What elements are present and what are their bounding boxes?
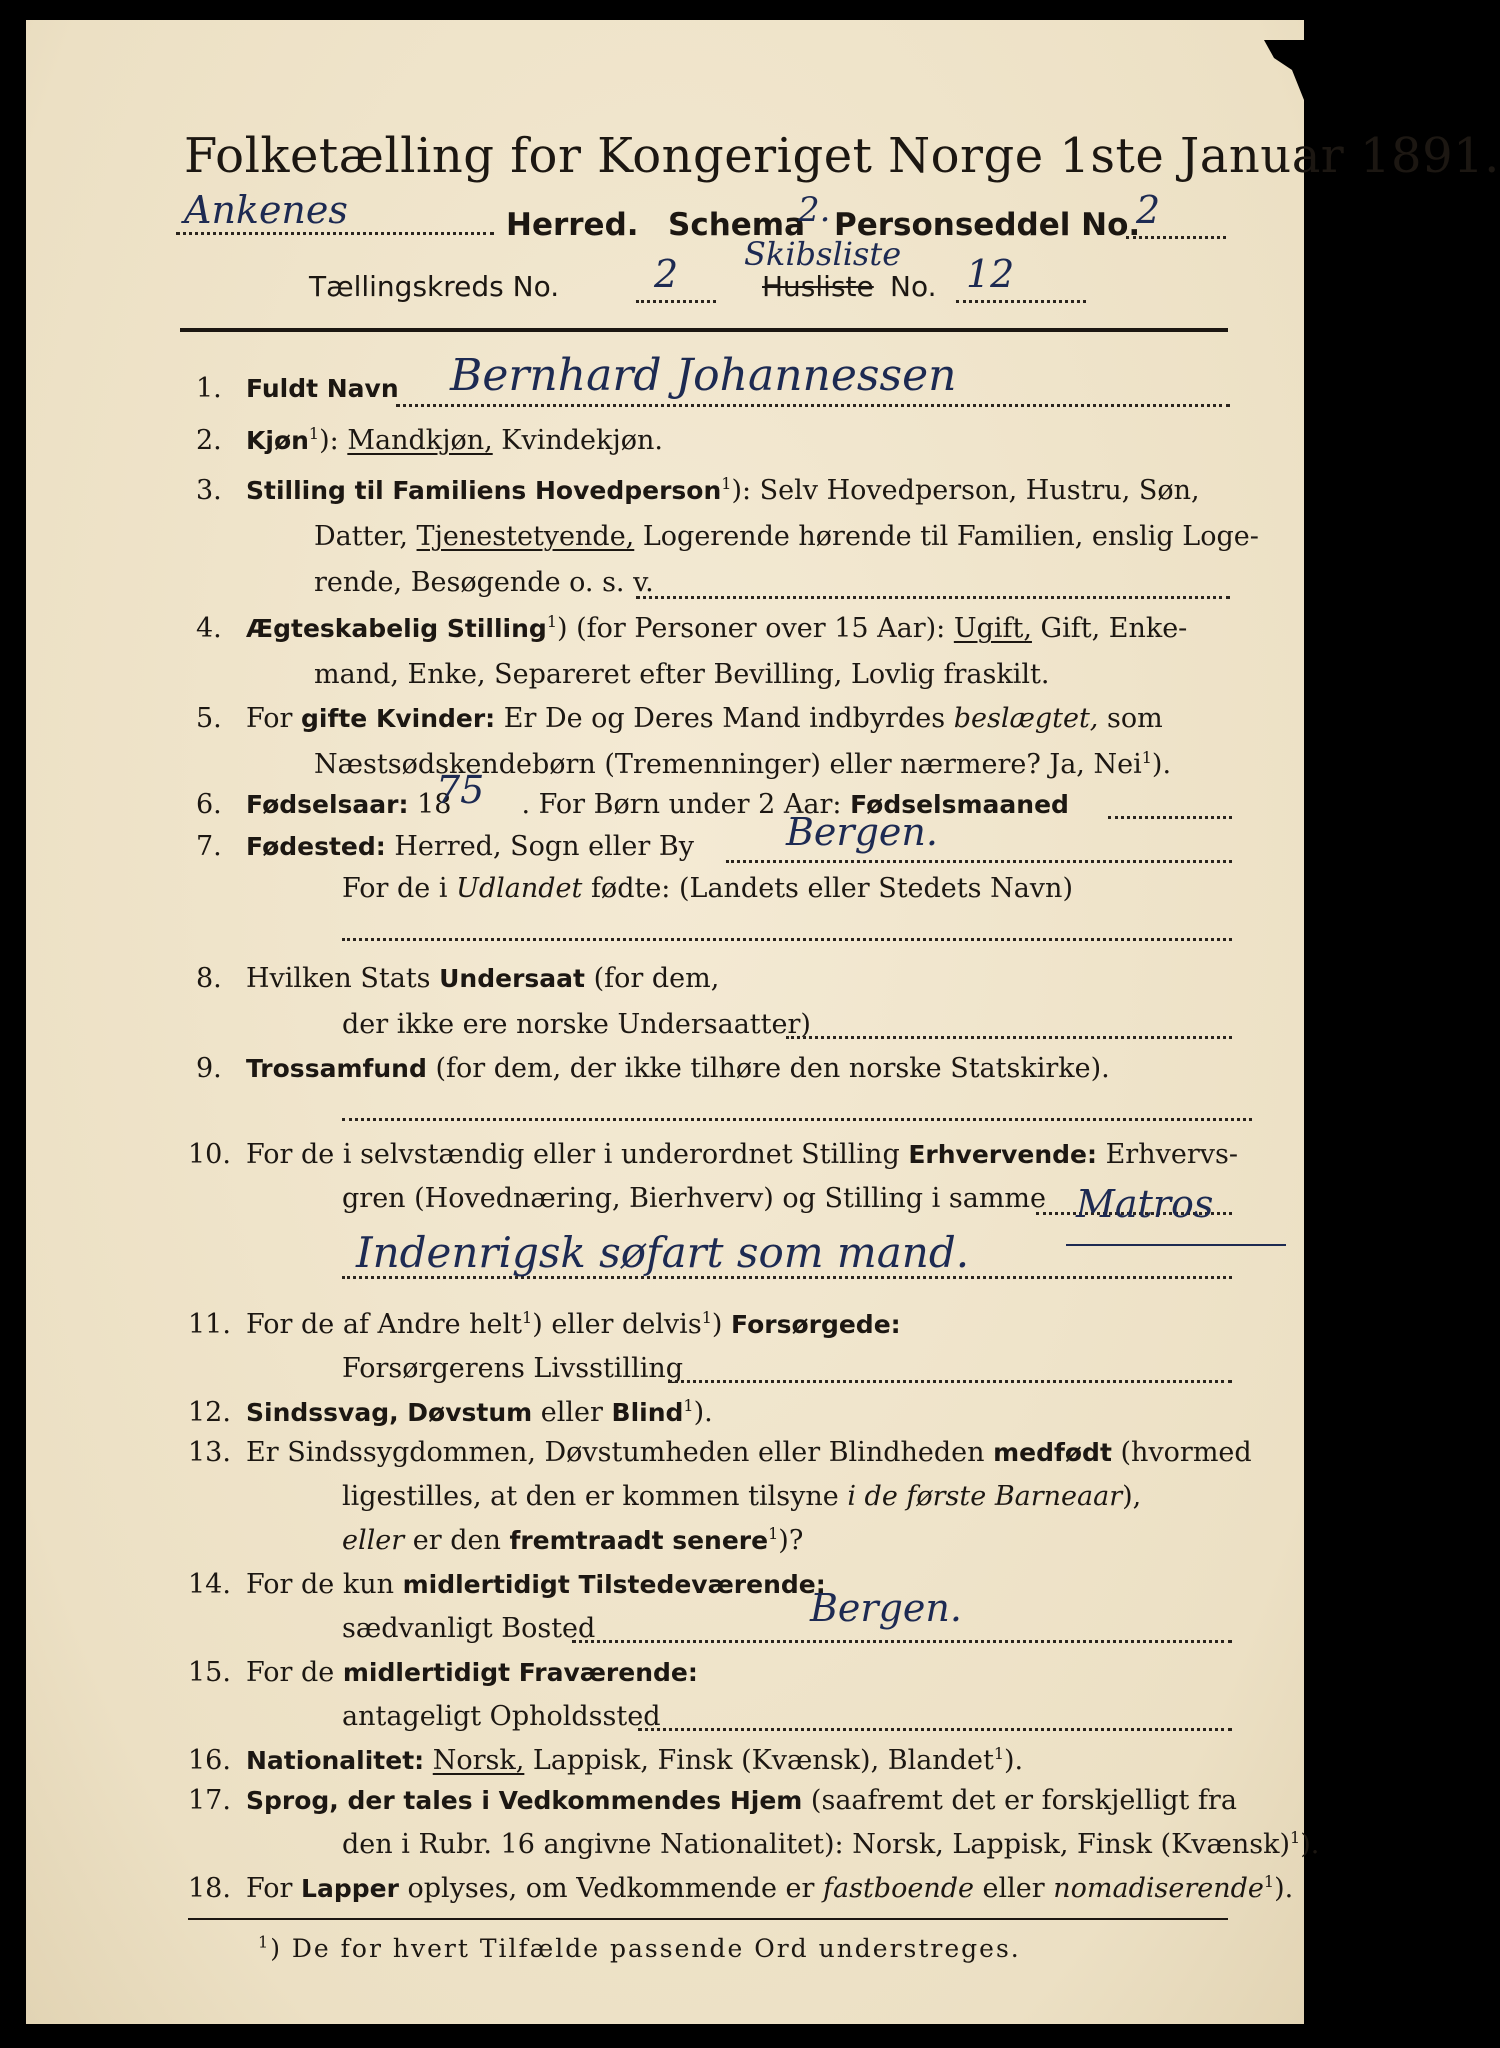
item-12-bold2: Blind: [611, 1398, 684, 1427]
item-6-text-a: 18: [408, 789, 452, 820]
husliste-handwriting: 12: [966, 252, 1015, 296]
item-7-line2-italic: Udlandet: [456, 873, 583, 904]
torn-corner: [1264, 40, 1304, 100]
item-10-text-b: Erhvervs-: [1097, 1139, 1238, 1170]
item-15-text-a: For de: [246, 1657, 343, 1688]
schema-label: Schema: [668, 207, 806, 243]
item-8-line2: der ikke ere norske Undersaatter): [342, 1009, 811, 1040]
sup-mark: 1: [258, 1932, 271, 1952]
item-6-bold: Fødselsaar:: [246, 790, 409, 819]
item-7-dotted-line: [726, 860, 1232, 863]
item-18-text-b: oplyses, om Vedkommende er: [398, 1873, 823, 1904]
item-13-bold: medfødt: [993, 1438, 1112, 1467]
item-number: 17.: [188, 1785, 231, 1816]
item-17-line2-text: den i Rubr. 16 angivne Nationalitet): Norsk, Lappisk, Finsk (Kvænsk): [342, 1829, 1291, 1860]
sup-mark: 1: [721, 474, 732, 493]
item-13-text-a: Er Sindssygdommen, Døvstumheden eller Blindheden: [246, 1437, 994, 1468]
sup-close: ).: [1004, 1745, 1024, 1776]
item-8-text-b: (for dem,: [584, 963, 720, 994]
item-8-text-a: Hvilken Stats: [246, 963, 440, 994]
item-4-bold: Ægteskabelig Stilling: [246, 614, 547, 643]
item-11-text-a: For de af Andre helt: [246, 1309, 523, 1340]
item-17-text-a: (saafremt det er forskjelligt fra: [802, 1785, 1237, 1816]
item-6-dotted-line: [1108, 816, 1232, 819]
kreds-label: Tællingskreds No.: [309, 270, 560, 303]
item-13-line2-b: ),: [1122, 1481, 1142, 1512]
item-13-line2-a: ligestilles, at den er kommen tilsyne: [342, 1481, 848, 1512]
footnote-rule: [188, 1918, 1228, 1920]
item-10-text-a: For de i selvstændig eller i underordnet Stilling: [246, 1139, 909, 1170]
item-16-bold: Nationalitet:: [246, 1746, 425, 1775]
item-5-text-b: Er De og Deres Mand indbyrdes: [495, 703, 954, 734]
item-12-line: [246, 1396, 713, 1430]
item-17-bold: Sprog, der tales i Vedkommendes Hjem: [246, 1786, 803, 1815]
schema-handwriting: 2.: [798, 190, 831, 230]
item-7-text-a: Herred, Sogn eller By: [385, 831, 694, 862]
item-16-underlined: Norsk,: [432, 1745, 525, 1776]
item-11-line1: [246, 1308, 901, 1342]
sup-mark: 1: [768, 1524, 779, 1543]
item-3-text: ): Selv Hovedperson, Hustru, Søn,: [731, 475, 1200, 506]
item-number: 12.: [188, 1397, 231, 1428]
item-number: 14.: [188, 1569, 231, 1600]
item-4-line1: [246, 612, 1187, 646]
item-16-text-b: Lappisk, Finsk (Kvænsk), Blandet: [524, 1745, 994, 1776]
herred-label: Herred.: [506, 207, 639, 243]
item-14-bold: midlertidigt Tilstedeværende:: [402, 1570, 826, 1599]
sup-mark: 1: [1290, 1828, 1301, 1847]
item-14-line2: sædvanligt Bosted: [342, 1613, 596, 1644]
item-15-line1: [246, 1656, 698, 1690]
item-3-dotted-line: [636, 596, 1230, 599]
item-2-text-b: Kvindekjøn.: [492, 425, 663, 456]
item-14-line1: [246, 1568, 826, 1602]
item-4-line1-a: ) (for Personer over 15 Aar):: [557, 613, 954, 644]
item-18-bold: Lapper: [301, 1874, 399, 1903]
item-17-line2: [342, 1828, 1319, 1862]
herred-handwriting: Ankenes: [184, 188, 348, 232]
item-2-text-a: ):: [319, 425, 348, 456]
item-5-text-c: som: [1098, 703, 1163, 734]
item-13-line2: [342, 1480, 1141, 1514]
sup-close: ).: [1300, 1829, 1320, 1860]
item-number: 7.: [196, 831, 222, 862]
item-number: 4.: [196, 613, 222, 644]
item-6-bold2: Fødselsmaaned: [850, 790, 1069, 819]
item-9-dotted-line: [342, 1118, 1252, 1121]
birthplace-handwriting: Bergen.: [786, 810, 938, 854]
item-17-line1: [246, 1784, 1237, 1818]
occupation-handwriting-1: Matros: [1076, 1182, 1214, 1226]
item-11-line2: Forsørgerens Livsstilling: [342, 1353, 684, 1384]
kreds-dotted-line: [636, 300, 716, 303]
item-4-line1-b: Gift, Enke-: [1031, 613, 1188, 644]
item-15-dotted-line: [638, 1728, 1232, 1731]
item-7-line2-a: For de i: [342, 873, 457, 904]
item-3-line2-underlined: Tjenestetyende,: [416, 521, 635, 552]
item-18-text-c: eller: [973, 1873, 1054, 1904]
item-number: 10.: [188, 1139, 231, 1170]
sup-close: ).: [1151, 749, 1172, 780]
item-16-text-a: [424, 1745, 433, 1776]
item-12-text-b: ).: [693, 1397, 713, 1428]
item-14-text-a: For de kun: [246, 1569, 403, 1600]
sup-mark: 1: [993, 1744, 1004, 1763]
item-8-dotted-line: [786, 1036, 1232, 1039]
item-18-italic2: nomadiserende: [1053, 1873, 1264, 1904]
item-13-line3: [342, 1524, 803, 1558]
form-title: Folketælling for Kongeriget Norge 1ste Januar 1891.: [184, 128, 1500, 184]
sup-mark: 1: [308, 424, 320, 443]
item-11-text-b: ) eller delvis: [532, 1309, 702, 1340]
item-11-dotted-line: [668, 1380, 1232, 1383]
item-8-bold: Undersaat: [439, 964, 585, 993]
item-9-text-a: (for dem, der ikke tilhøre den norske Statskirke).: [426, 1053, 1110, 1084]
footnote: [258, 1932, 1021, 1966]
item-5-italic: beslægtet,: [953, 703, 1099, 734]
kreds-handwriting: 2: [654, 252, 679, 296]
header-rule: [180, 328, 1228, 332]
occupation-stroke: [1066, 1244, 1286, 1246]
item-13-line3-a: er den: [404, 1525, 510, 1556]
sup-mark: 1: [1263, 1872, 1275, 1891]
item-15-line2: antageligt Opholdssted: [342, 1701, 661, 1732]
item-3-bold: Stilling til Familiens Hovedperson: [246, 476, 722, 505]
item-18-italic: fastboende: [823, 1873, 974, 1904]
item-number: 8.: [196, 963, 222, 994]
item-15-bold: midlertidigt Fraværende:: [342, 1658, 698, 1687]
item-11-text-c: ): [711, 1309, 731, 1340]
item-5-line1: [246, 702, 1163, 736]
item-7-line2-b: fødte: (Landets eller Stedets Navn): [582, 873, 1073, 904]
item-8-line1: [246, 962, 719, 996]
husliste-label: Husliste: [762, 270, 874, 303]
item-number: 6.: [196, 789, 222, 820]
item-6-text-b: . For Børn under 2 Aar:: [521, 789, 851, 820]
item-13-line1: [246, 1436, 1252, 1470]
personseddel-label: Personseddel No.: [834, 207, 1141, 243]
item-11-bold: Forsørgede:: [731, 1310, 901, 1339]
name-dotted-line: [396, 404, 1230, 407]
item-13-line3-b: )?: [778, 1525, 804, 1556]
husliste-no-label: No.: [890, 270, 937, 303]
item-number: 16.: [188, 1745, 231, 1776]
item-13-line2-italic: i de første Barneaar: [847, 1481, 1123, 1512]
item-number: 18.: [188, 1873, 231, 1904]
item-7-bold: Fødested:: [246, 832, 386, 861]
sup-mark: 1: [701, 1308, 712, 1327]
item-1-bold: Fuldt Navn: [246, 374, 399, 403]
name-handwriting: Bernhard Johannessen: [450, 350, 957, 401]
item-3-line2-a: Datter,: [314, 521, 417, 552]
item-7-line2: [342, 872, 1073, 906]
husliste-dotted-line: [956, 300, 1086, 303]
item-12-bold: Sindssvag, Døvstum: [246, 1398, 533, 1427]
census-form-sheet: [26, 20, 1500, 2024]
item-number: 11.: [188, 1309, 231, 1340]
occupation-handwriting-2: Indenrigsk søfart som mand.: [356, 1228, 970, 1277]
item-12-text-a: eller: [532, 1397, 612, 1428]
torn-corner-shape: [1264, 40, 1304, 100]
item-9-line: [246, 1052, 1110, 1086]
item-7-dotted-line-2: [342, 938, 1232, 941]
item-3-line2-b: Logerende hørende til Familien, enslig Loge-: [634, 521, 1259, 552]
item-1-label: [246, 372, 399, 406]
sup-mark: 1: [546, 612, 558, 631]
personseddel-handwriting: 2: [1136, 188, 1161, 232]
item-number: 13.: [188, 1437, 231, 1468]
herred-dotted-line: [176, 232, 494, 235]
item-13-text-b: (hvormed: [1111, 1437, 1252, 1468]
item-4-line2: mand, Enke, Separeret efter Bevilling, Lovlig fraskilt.: [314, 659, 1050, 690]
item-7-line1: [246, 830, 694, 864]
item-10-line2: gren (Hovednæring, Bierhverv) og Stilling i samme: [342, 1183, 1047, 1214]
item-10-line1: [246, 1138, 1238, 1172]
sup-mark: 1: [683, 1396, 694, 1415]
item-3-line2: [314, 520, 1259, 554]
item-18-line: [246, 1872, 1293, 1906]
item-14-dotted-line: [572, 1640, 1232, 1643]
residence-handwriting: Bergen.: [810, 1586, 962, 1630]
footnote-text: ) De for hvert Tilfælde passende Ord understreges.: [270, 1934, 1021, 1963]
item-number: 3.: [196, 475, 222, 506]
item-16-line: [246, 1744, 1023, 1778]
item-9-bold: Trossamfund: [246, 1054, 427, 1083]
item-13-line3-bold: fremtraadt senere: [509, 1526, 769, 1555]
item-number: 2.: [196, 425, 222, 456]
item-2-line: [246, 424, 663, 458]
item-5-text-a: For: [246, 703, 302, 734]
item-5-bold: gifte Kvinder:: [301, 704, 496, 733]
item-10-bold: Erhvervende:: [908, 1140, 1098, 1169]
item-number: 9.: [196, 1053, 222, 1084]
item-5-line2-text: Næstsødskendebørn (Tremenninger) eller nærmere? Ja, Nei: [314, 749, 1142, 780]
sup-close: ).: [1274, 1873, 1294, 1904]
sup-mark: 1: [522, 1308, 533, 1327]
item-18-text-a: For: [246, 1873, 302, 1904]
item-2-underlined: Mandkjøn,: [347, 425, 493, 456]
item-3-line3: rende, Besøgende o. s. v.: [314, 567, 654, 598]
item-number: 5.: [196, 703, 222, 734]
sup-mark: 1: [1141, 748, 1152, 767]
personseddel-dotted-line: [1126, 236, 1226, 239]
item-4-underlined: Ugift,: [953, 613, 1032, 644]
item-2-bold: Kjøn: [246, 426, 309, 455]
item-number: 15.: [188, 1657, 231, 1688]
item-13-line3-italic: eller: [342, 1525, 405, 1556]
item-number: 1.: [196, 373, 222, 404]
item-3-line1: [246, 474, 1200, 508]
birthyear-handwriting: 75: [436, 768, 485, 812]
item-6-line: [246, 788, 1069, 822]
skibsliste-handwriting: Skibsliste: [744, 235, 902, 273]
